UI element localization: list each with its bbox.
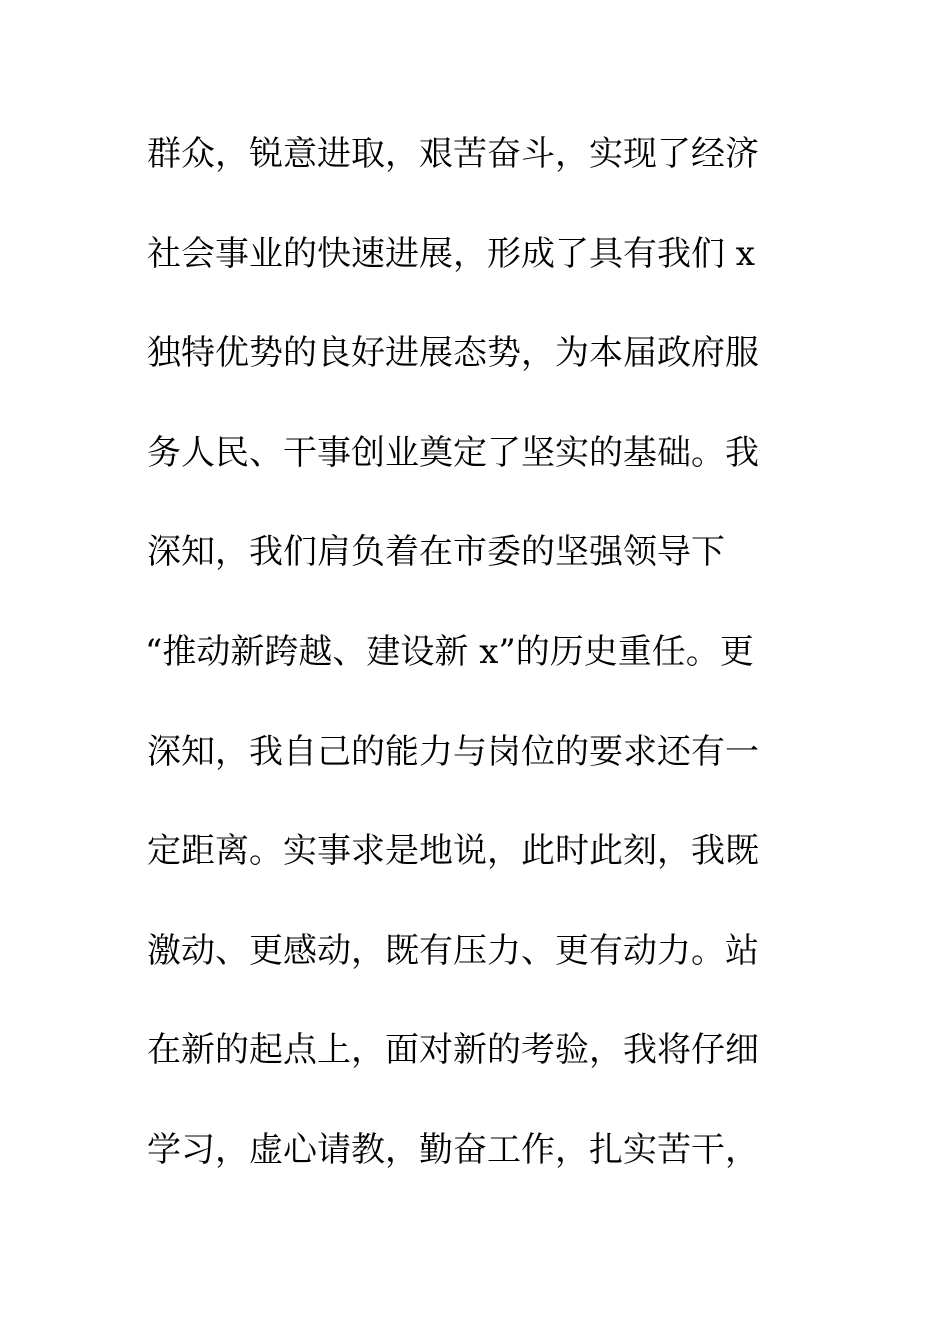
text-line-7: 深知，我自己的能力与岗位的要求还有一 [147, 731, 759, 772]
body-text [147, 124, 827, 1220]
text-line-3: 独特优势的良好进展态势，为本届政府服 [147, 333, 759, 374]
text-line-8: 定距离。实事求是地说，此时此刻，我既 [147, 831, 759, 872]
text-line-11: 学习，虚心请教，勤奋工作，扎实苦干， [147, 1129, 759, 1170]
text-line-1: 群众，锐意进取，艰苦奋斗，实现了经济 [147, 134, 759, 174]
text-line-4: 务人民、干事创业奠定了坚实的基础。我 [147, 432, 759, 473]
text-line-9: 激动、更感动，既有压力、更有动力。站 [147, 930, 759, 971]
text-line-10: 在新的起点上，面对新的考验，我将仔细 [147, 1030, 759, 1071]
text-line-5: 深知，我们肩负着在市委的坚强领导下 [147, 532, 725, 573]
text-line-6: “推动新跨越、建设新 x”的历史重任。更 [145, 631, 754, 672]
text-line-2: 社会事业的快速进展，形成了具有我们 x [147, 233, 755, 274]
